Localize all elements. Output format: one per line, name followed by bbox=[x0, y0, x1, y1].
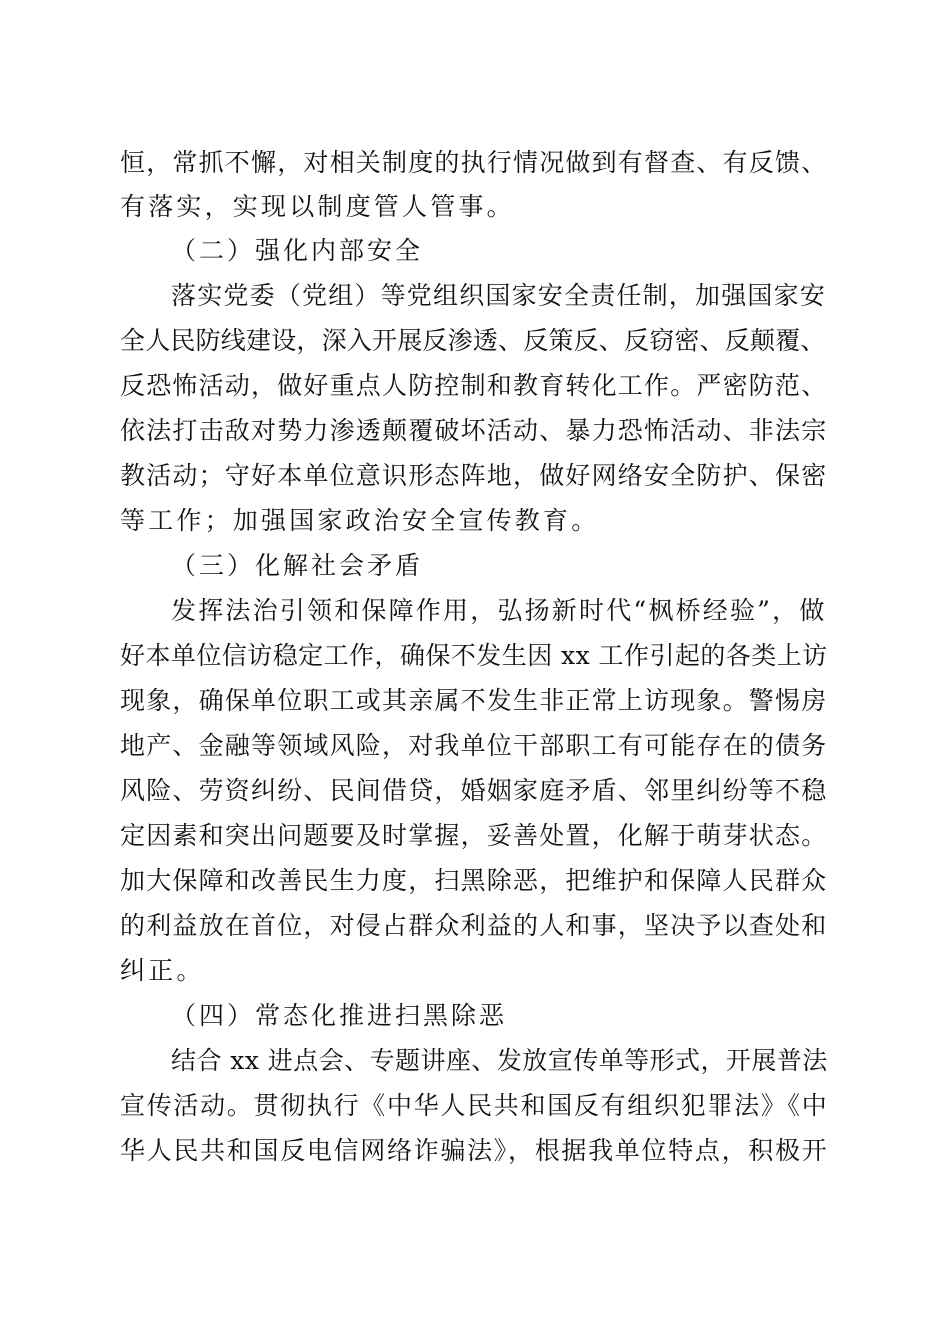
paragraph-line: 反恐怖活动，做好重点人防控制和教育转化工作。严密防范、 bbox=[120, 371, 828, 400]
paragraph-line: 发挥法治引领和保障作用，弘扬新时代“枫桥经验”，做 bbox=[171, 596, 827, 625]
paragraph-line: 恒，常抓不懈，对相关制度的执行情况做到有督查、有反馈、 bbox=[120, 148, 828, 177]
paragraph-line: 纠正。 bbox=[120, 956, 205, 985]
paragraph-line: 有落实，实现以制度管人管事。 bbox=[120, 192, 515, 221]
paragraph-line: 教活动；守好本单位意识形态阵地，做好网络安全防护、保密 bbox=[120, 461, 828, 490]
paragraph-line: 等工作；加强国家政治安全宣传教育。 bbox=[120, 506, 600, 535]
paragraph-line: 全人民防线建设，深入开展反渗透、反策反、反窃密、反颠覆、 bbox=[120, 326, 826, 355]
paragraph-line: 华人民共和国反电信网络诈骗法》，根据我单位特点，积极开 bbox=[120, 1136, 829, 1165]
paragraph-line: 风险、劳资纠纷、民间借贷，婚姻家庭矛盾、邻里纠纷等不稳 bbox=[120, 776, 828, 805]
section-heading-3: （三）化解社会矛盾 bbox=[171, 551, 424, 580]
section-heading-4: （四）常态化推进扫黑除恶 bbox=[171, 1001, 508, 1030]
paragraph-line: 落实党委（党组）等党组织国家安全责任制，加强国家安 bbox=[171, 281, 827, 310]
paragraph-line: 定因素和突出问题要及时掌握，妥善处置，化解于萌芽状态。 bbox=[120, 821, 828, 850]
section-heading-2: （二）强化内部安全 bbox=[171, 236, 424, 265]
paragraph-line: 现象，确保单位职工或其亲属不发生非正常上访现象。警惕房 bbox=[120, 686, 828, 715]
paragraph-line: 依法打击敌对势力渗透颠覆破坏活动、暴力恐怖活动、非法宗 bbox=[120, 416, 828, 445]
paragraph-line: 的利益放在首位，对侵占群众利益的人和事，坚决予以查处和 bbox=[120, 911, 828, 940]
paragraph-line: 加大保障和改善民生力度，扫黑除恶，把维护和保障人民群众 bbox=[120, 866, 828, 895]
paragraph-line: 宣传活动。贯彻执行《中华人民共和国反有组织犯罪法》《中 bbox=[120, 1091, 829, 1120]
paragraph-line: 结合 xx 进点会、专题讲座、发放宣传单等形式，开展普法 bbox=[171, 1046, 828, 1075]
paragraph-line: 好本单位信访稳定工作，确保不发生因 xx 工作引起的各类上访 bbox=[120, 641, 828, 670]
paragraph-line: 地产、金融等领域风险，对我单位干部职工有可能存在的债务 bbox=[120, 731, 828, 760]
